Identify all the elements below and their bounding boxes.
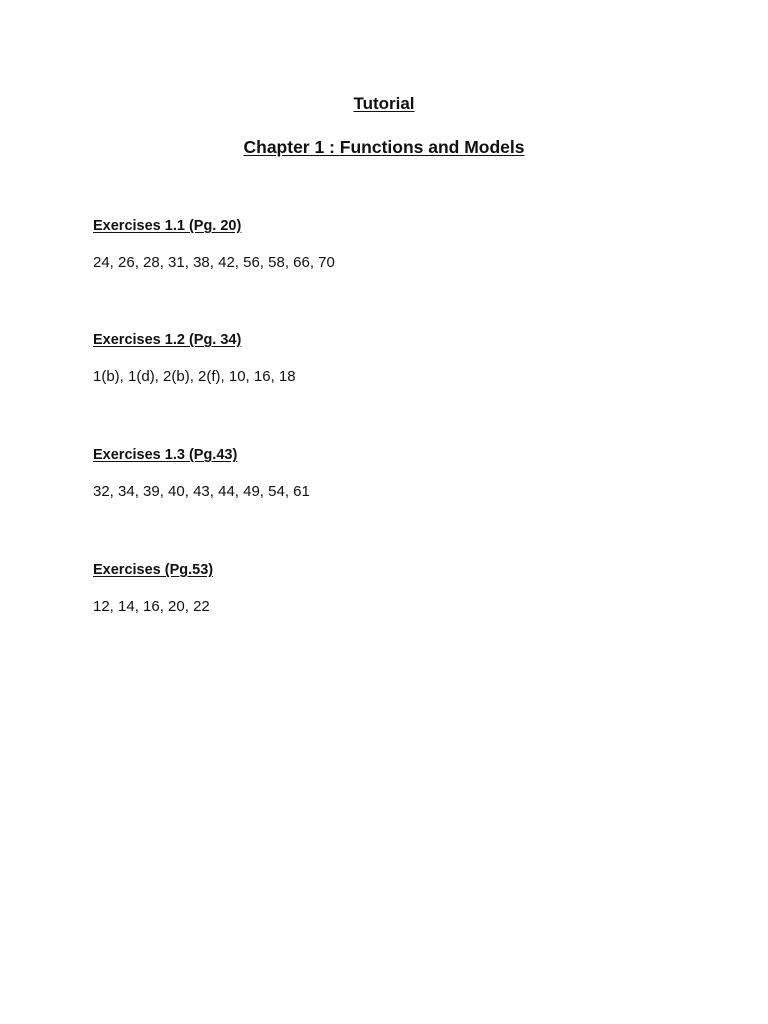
chapter-heading: Chapter 1 : Functions and Models: [243, 137, 525, 157]
exercise-section-pg53: [93, 560, 693, 615]
exercise-section-1-3: [93, 445, 693, 500]
section-heading: Exercises 1.3 (Pg.43): [93, 447, 238, 463]
exercise-list: 1(b), 1(d), 2(b), 2(f), 10, 16, 18: [93, 368, 296, 385]
exercise-section-1-2: [93, 330, 693, 385]
exercise-list: 12, 14, 16, 20, 22: [93, 598, 210, 615]
section-heading: Exercises 1.1 (Pg. 20): [93, 218, 242, 234]
document-title: Tutorial: [353, 94, 415, 113]
exercise-section-1-1: [93, 216, 693, 271]
exercise-list: 32, 34, 39, 40, 43, 44, 49, 54, 61: [93, 483, 310, 500]
section-heading: Exercises (Pg.53): [93, 562, 214, 578]
exercise-list: 24, 26, 28, 31, 38, 42, 56, 58, 66, 70: [93, 254, 335, 271]
section-heading: Exercises 1.2 (Pg. 34): [93, 332, 242, 348]
